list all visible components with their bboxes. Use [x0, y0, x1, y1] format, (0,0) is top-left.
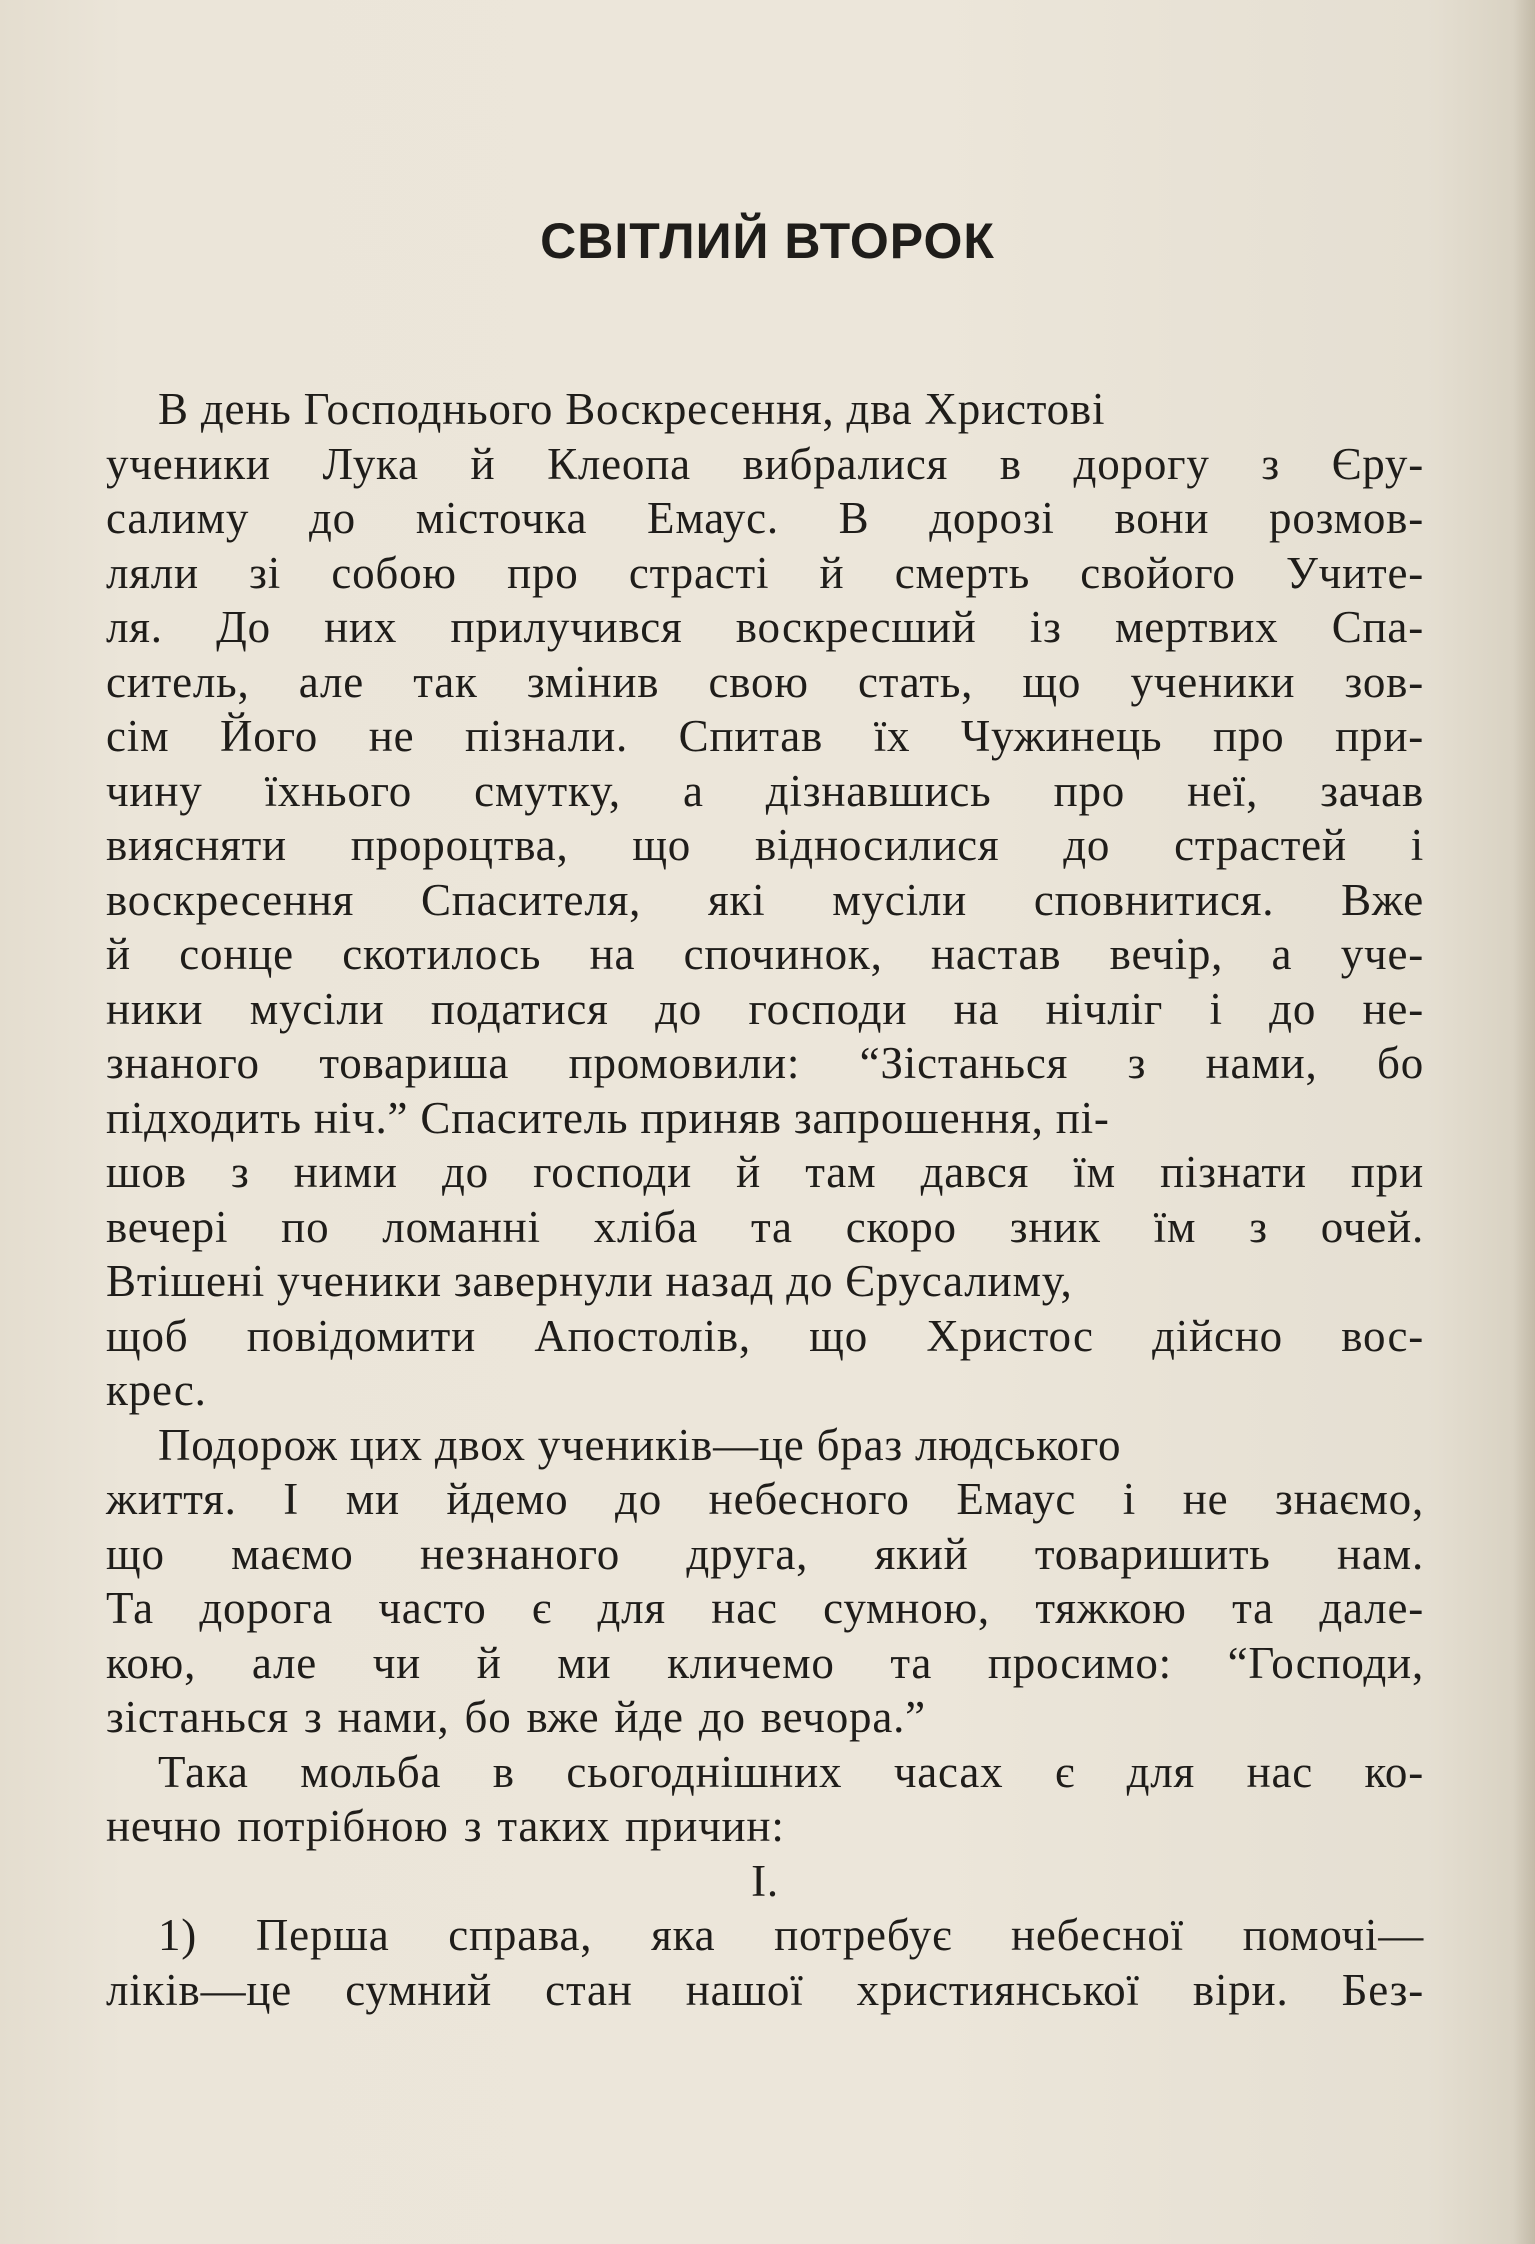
text-line: кою, але чи й ми кличемо та просимо: “Господи,: [106, 1637, 1424, 1688]
text-line: ляли зі собою про страсті й смерть свойого Учите-: [106, 547, 1424, 598]
text-line: воскресення Спасителя, які мусіли сповнитися. Вже: [106, 874, 1424, 925]
text-line: й сонце скотилось на спочинок, настав вечір, а уче-: [106, 929, 1424, 979]
text-line: життя. І ми йдемо до небесного Емаус і не знаємо,: [106, 1474, 1424, 1524]
text-line: підходить ніч.” Спаситель приняв запрошення, пі-: [106, 1092, 1110, 1143]
text-line: шов з ними до господи й там дався їм пізнати при: [106, 1147, 1424, 1197]
body-text: [106, 382, 1424, 2017]
text-line: сім Його не пізнали. Спитав їх Чужинець про при-: [106, 711, 1424, 761]
text-line: ситель, але так змінив свою стать, що ученики зов-: [106, 656, 1424, 707]
text-line: ліків—це сумний стан нашої християнської віри. Без-: [106, 1964, 1424, 2015]
text-line: нечно потрібною з таких причин:: [106, 1801, 785, 1851]
text-line: чину їхнього смутку, а дізнавшись про неї, зачав: [106, 765, 1424, 816]
section-numeral: I.: [751, 1855, 779, 1906]
text-line: ученики Лука й Клеопа вибралися в дорогу з Єру-: [106, 438, 1424, 489]
text-line: Та дорога часто є для нас сумною, тяжкою та дале-: [106, 1583, 1424, 1633]
text-line: виясняти пророцтва, що відносилися до страстей і: [106, 820, 1424, 870]
page-edge-shadow: [1513, 0, 1535, 2244]
text-line: вечері по ломанні хліба та скоро зник їм з очей.: [106, 1201, 1424, 1252]
text-line: крес.: [106, 1365, 207, 1415]
text-line: салиму до місточка Емаус. В дорозі вони розмов-: [106, 493, 1424, 543]
text-line: Втішені ученики завернули назад до Єрусалиму,: [106, 1256, 1073, 1306]
text-line: 1) Перша справа, яка потребує небесної помочі—: [158, 1910, 1424, 1960]
text-line: щоб повідомити Апостолів, що Христос дійсно вос-: [106, 1310, 1424, 1361]
text-line: ля. До них прилучився воскресший із мертвих Спа-: [106, 602, 1424, 652]
text-line: що маємо незнаного друга, який товаришить нам.: [106, 1528, 1424, 1579]
page-title: СВІТЛИЙ ВТОРОК: [540, 213, 995, 269]
text-line: В день Господнього Воскресення, два Христові: [158, 384, 1106, 434]
text-line: знаного товариша промовили: “Зістанься з нами, бо: [106, 1038, 1424, 1088]
text-line: Подорож цих двох учеників—це браз людського: [158, 1419, 1122, 1470]
text-line: ники мусіли податися до господи на нічліг і до не-: [106, 983, 1424, 1034]
text-line: зістанься з нами, бо вже йде до вечора.”: [106, 1692, 926, 1742]
text-line: Така мольба в сьогоднішних часах є для нас ко-: [158, 1746, 1424, 1797]
